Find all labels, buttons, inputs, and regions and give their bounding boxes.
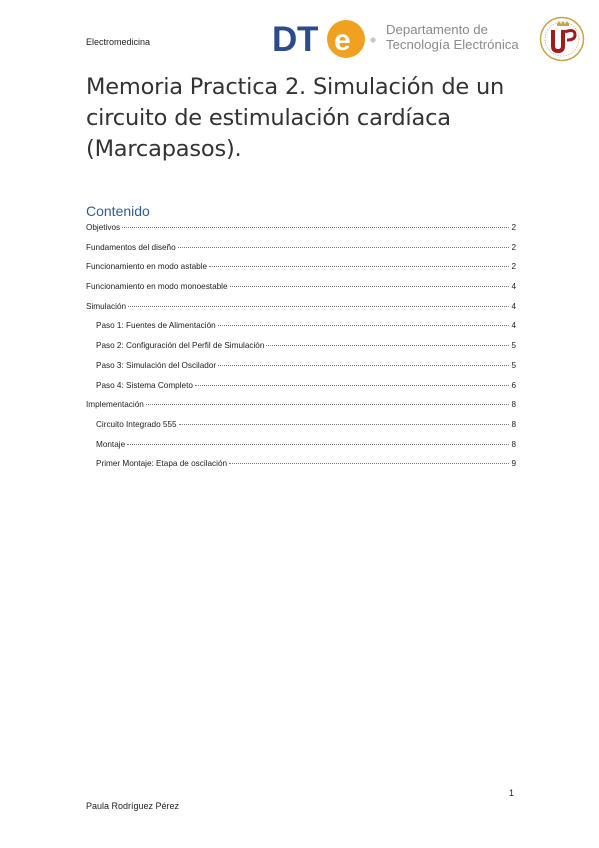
toc-entry-label: Funcionamiento en modo astable <box>86 262 208 272</box>
toc-entry-modo-monoestable[interactable] <box>86 282 516 302</box>
toc-entry-paso-4[interactable] <box>86 381 516 401</box>
toc-entry-label: Implementación <box>86 400 144 410</box>
toc-entry-label: Paso 3: Simulación del Oscilador <box>96 360 217 370</box>
toc-entry-label: Fundamentos del diseño <box>86 242 176 252</box>
toc-leader-dots <box>146 404 510 405</box>
toc-entry-page: 5 <box>511 341 516 351</box>
toc-entry-label: Funcionamiento en modo monoestable <box>86 282 228 292</box>
toc-entry-label: Simulación <box>86 301 127 311</box>
toc-entry-page: 2 <box>511 262 516 272</box>
toc-leader-dots <box>195 385 510 386</box>
toc-entry-label: Objetivos <box>86 223 121 232</box>
dte-logo <box>272 18 380 60</box>
toc-leader-dots <box>178 247 510 248</box>
logo-dot <box>370 37 375 42</box>
toc-entry-page: 5 <box>511 360 516 370</box>
toc-entry-montaje[interactable] <box>86 440 516 460</box>
toc-entry-label: Paso 4: Sistema Completo <box>96 380 193 390</box>
toc-entry-label: Montaje <box>96 439 126 449</box>
toc-entry-label: Paso 1: Fuentes de Alimentación <box>96 321 216 331</box>
footer-author: Paula Rodríguez Pérez <box>86 801 180 811</box>
toc-entry-page: 4 <box>511 301 516 311</box>
toc-entry-page: 4 <box>511 321 516 331</box>
table-of-contents <box>86 223 516 479</box>
toc-leader-dots <box>127 444 509 445</box>
toc-entry-objetivos[interactable] <box>86 223 516 243</box>
toc-entry-paso-3[interactable] <box>86 361 516 381</box>
toc-entry-modo-astable[interactable] <box>86 262 516 282</box>
toc-leader-dots <box>230 286 510 287</box>
toc-entry-implementacion[interactable] <box>86 400 516 420</box>
department-line-1: Departamento de <box>386 22 488 37</box>
toc-entry-paso-2[interactable] <box>86 341 516 361</box>
department-name <box>386 22 519 52</box>
toc-leader-dots <box>229 463 509 464</box>
toc-entry-label: Primer Montaje: Etapa de oscilación <box>96 459 228 469</box>
toc-entry-page: 2 <box>511 242 516 252</box>
toc-entry-page: 4 <box>511 282 516 292</box>
toc-leader-dots <box>266 345 509 346</box>
toc-entry-circuito-555[interactable] <box>86 420 516 440</box>
toc-entry-page: 8 <box>511 419 516 429</box>
logo-letter-d: D <box>272 20 298 59</box>
university-seal-icon <box>539 16 585 62</box>
toc-leader-dots <box>179 424 510 425</box>
toc-leader-dots <box>218 325 510 326</box>
document-title: Memoria Practica 2. Simulación de un circuito de estimulación cardíaca (Marcapasos). <box>86 74 505 162</box>
toc-entry-page: 2 <box>511 223 516 232</box>
toc-leader-dots <box>122 227 509 228</box>
logo-letter-t: T <box>297 20 319 59</box>
toc-entry-page: 6 <box>511 380 516 390</box>
toc-leader-dots <box>218 365 509 366</box>
department-line-2: Tecnología Electrónica <box>386 37 519 52</box>
toc-leader-dots <box>128 306 509 307</box>
logo-letter-e: e <box>334 24 351 57</box>
page-number: 1 <box>509 788 515 798</box>
toc-entry-fundamentos[interactable] <box>86 243 516 263</box>
toc-heading: Contenido <box>86 203 150 219</box>
toc-entry-label: Circuito Integrado 555 <box>96 419 177 429</box>
toc-entry-page: 8 <box>511 439 516 449</box>
toc-entry-paso-1[interactable] <box>86 321 516 341</box>
toc-entry-label: Paso 2: Configuración del Perfil de Simulación <box>96 341 265 351</box>
header-course-name: Electromedicina <box>86 37 151 47</box>
toc-leader-dots <box>209 266 509 267</box>
toc-entry-simulacion[interactable] <box>86 302 516 322</box>
toc-entry-page: 9 <box>511 459 516 469</box>
toc-entry-primer-montaje[interactable] <box>86 459 516 479</box>
toc-entry-page: 8 <box>511 400 516 410</box>
